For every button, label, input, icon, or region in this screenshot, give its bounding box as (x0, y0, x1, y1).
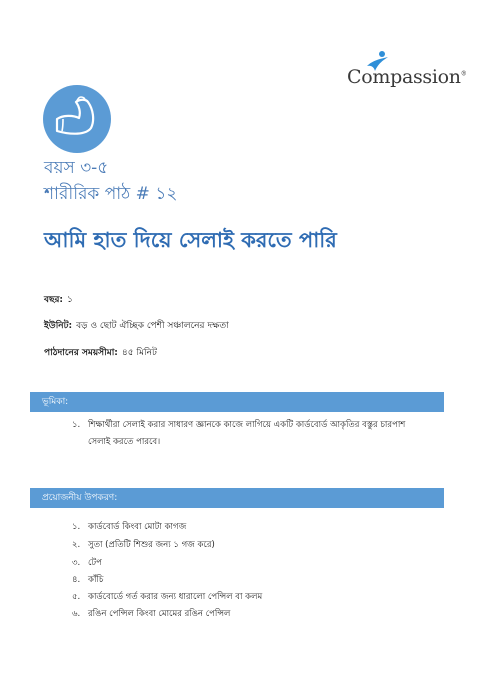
list-item-number: ৩. (72, 558, 81, 568)
materials-heading: প্রয়োজনীয় উপকরণ: (30, 488, 444, 508)
list-item (72, 556, 102, 570)
physical-lesson-icon (43, 85, 111, 153)
flexed-arm-icon (43, 85, 111, 153)
logo-text: Compassion (347, 66, 461, 88)
list-item-text: রঙিন পেন্সিল কিংবা মোমের রঙিন পেন্সিল (88, 609, 231, 619)
age-range: বয়স ৩-৫ (44, 158, 109, 178)
list-item-number: ৬. (72, 609, 81, 619)
compassion-logo (342, 50, 467, 92)
time-value: ৪৫ মিনিট (121, 348, 157, 358)
intro-heading: ভূমিকা: (30, 392, 444, 412)
list-item (72, 590, 262, 604)
time-row (44, 345, 157, 360)
list-item (72, 573, 103, 587)
list-item-number: ২. (72, 540, 81, 550)
list-item-number: ১. (72, 420, 81, 430)
list-item-text: শিক্ষার্থীরা সেলাই করার সাধারণ জ্ঞানকে কাজে লাগিয়ে একটি কার্ডবোর্ড আকৃতির বস্তুর চারপাশ সেলাই করতে পারবে। (88, 420, 406, 447)
list-item-text: কাঁচি (88, 575, 104, 585)
list-item (72, 607, 230, 621)
time-label: পাঠদানের সময়সীমা: (44, 348, 118, 358)
list-item-text: সুতা (প্রতিটি শিশুর জন্য ১ গজ করে) (88, 540, 215, 550)
lesson-title: আমি হাত দিয়ে সেলাই করতে পারি (44, 228, 337, 252)
year-label: বছর: (44, 295, 64, 305)
list-item-number: ৫. (72, 592, 81, 602)
list-item-number: ৪. (72, 575, 81, 585)
unit-row (44, 318, 229, 333)
lesson-number: শারীরিক পাঠ # ১২ (44, 184, 178, 204)
list-item-text: কার্ডবোর্ডে গর্ত করার জন্য ধারালো পেন্সিল বা কলম (88, 592, 263, 602)
year-value: ১ (67, 295, 73, 305)
unit-label: ইউনিট: (44, 321, 73, 331)
year-row (44, 292, 73, 307)
unit-value: বড় ও ছোট ঐচ্ছিক পেশী সঞ্চালনের দক্ষতা (76, 321, 229, 331)
list-item (72, 417, 442, 451)
list-item-number: ১. (72, 522, 81, 532)
list-item-text: কার্ডবোর্ড কিংবা মোটা কাগজ (88, 522, 187, 532)
list-item (72, 520, 186, 534)
list-item-text: টেপ (88, 558, 102, 568)
logo-registered: ® (460, 70, 467, 78)
list-item (72, 538, 215, 552)
